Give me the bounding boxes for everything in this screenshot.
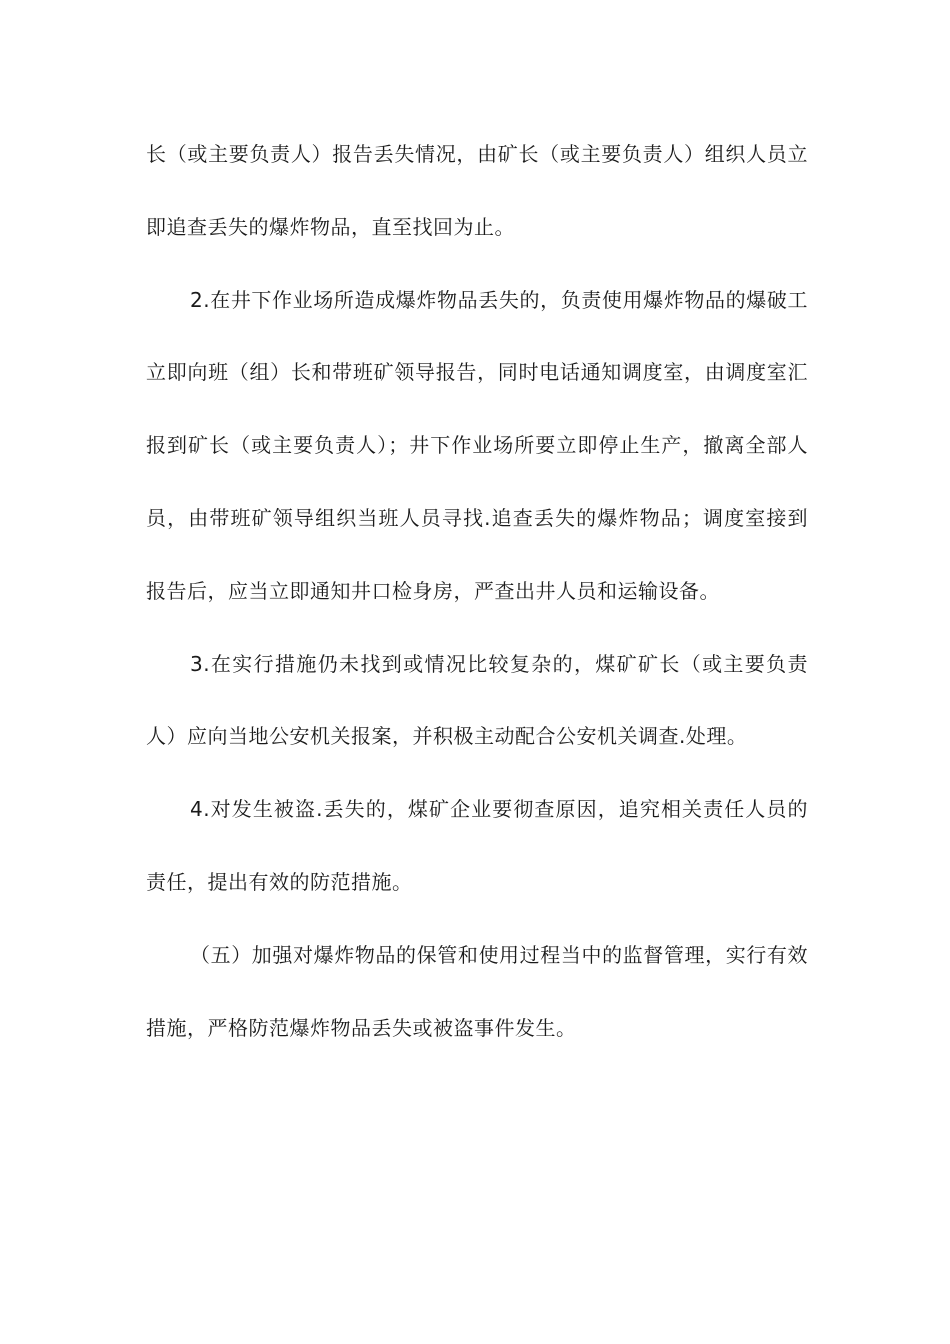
paragraph-item-2: 2.在井下作业场所造成爆炸物品丢失的，负责使用爆炸物品的爆破工立即向班（组）长和带班矿领导报告，同时电话通知调度室，由调度室汇报到矿长（或主要负责人）；井下作业场所要立即停止生产，撤离全部人员，由带班矿领导组织当班人员寻找.追查丢失的爆炸物品；调度室接到报告后，应当立即通知井口检身房，严查出井人员和运输设备。: [146, 287, 808, 603]
document-body: [146, 118, 808, 1064]
paragraph-continued: 长（或主要负责人）报告丢失情况，由矿长（或主要负责人）组织人员立即追查丢失的爆炸物品，直至找回为止。: [146, 142, 808, 239]
paragraph-section-5: （五）加强对爆炸物品的保管和使用过程当中的监督管理，实行有效措施，严格防范爆炸物品丢失或被盗事件发生。: [146, 942, 808, 1040]
paragraph-item-3: 3.在实行措施仍未找到或情况比较复杂的，煤矿矿长（或主要负责人）应向当地公安机关报案，并积极主动配合公安机关调查.处理。: [146, 651, 808, 749]
paragraph-item-4: 4.对发生被盗.丢失的，煤矿企业要彻查原因，追究相关责任人员的责任，提出有效的防范措施。: [146, 797, 808, 894]
